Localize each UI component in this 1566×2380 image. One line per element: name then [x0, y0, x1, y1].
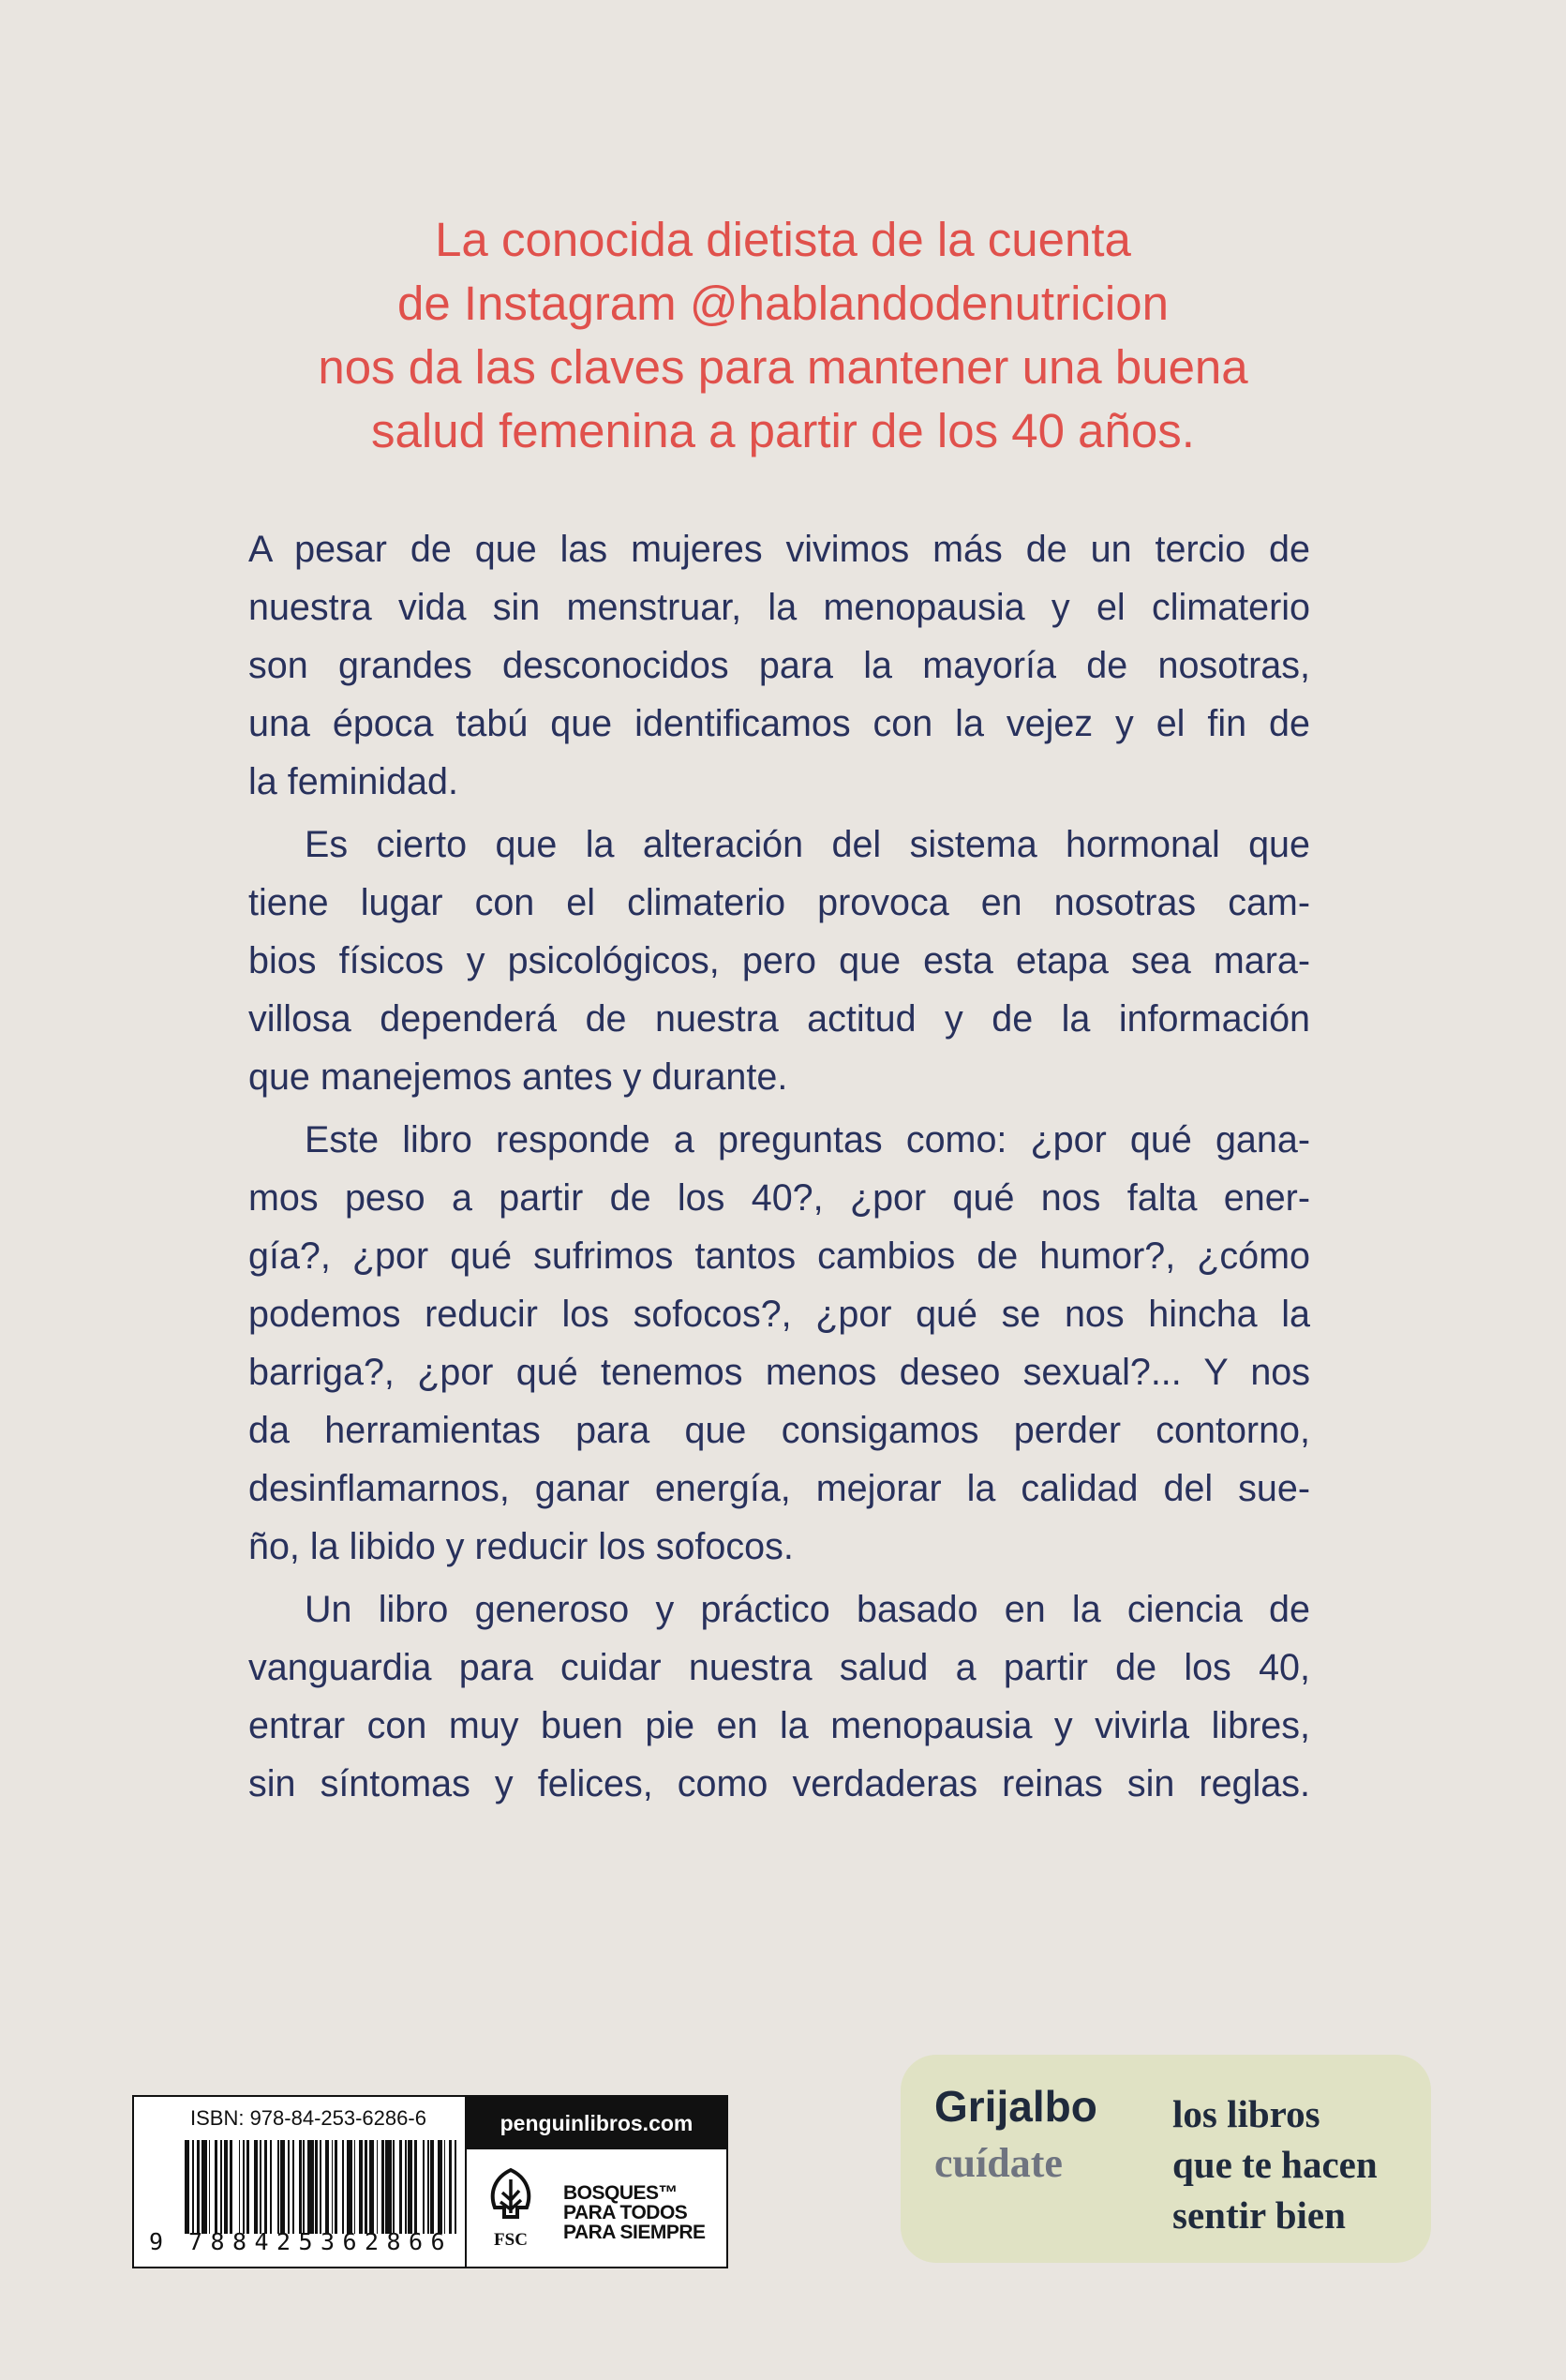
text-line: Es cierto que la alteración del sistema hormonal que — [305, 824, 1310, 865]
barcode-digit: 7 — [188, 2228, 203, 2255]
barcode-bar — [246, 2140, 249, 2234]
publisher-name: Grijalbo — [934, 2082, 1097, 2131]
text-line: villosa dependerá de nuestra actitud y de la información — [248, 998, 1310, 1040]
barcode-bar — [449, 2140, 452, 2234]
barcode-digit: 2 — [365, 2228, 380, 2255]
synopsis — [248, 520, 1310, 1818]
barcode-bar — [209, 2140, 211, 2234]
slogan-line: que te hacen — [1172, 2143, 1378, 2186]
text-line: gía?, ¿por qué sufrimos tantos cambios de humor?, ¿cómo — [248, 1235, 1310, 1277]
text-line: mos peso a partir de los 40?, ¿por qué nos falta ener- — [248, 1177, 1310, 1219]
fsc-tree-icon — [484, 2166, 538, 2251]
text-line: nuestra vida sin menstruar, la menopausia y el climaterio — [248, 587, 1310, 628]
barcode-bar — [393, 2140, 395, 2234]
slogan-line: sentir bien — [1172, 2193, 1346, 2237]
barcode-bar — [369, 2140, 374, 2234]
barcode-bar — [270, 2140, 272, 2234]
text-line: A pesar de que las mujeres vivimos más de un tercio de — [248, 529, 1310, 570]
barcode-bar — [243, 2140, 245, 2234]
tagline-line: nos da las claves para mantener una buena — [318, 340, 1248, 394]
barcode-bar — [230, 2140, 232, 2234]
barcode-bar — [239, 2140, 241, 2234]
barcode-digit: 8 — [232, 2228, 247, 2255]
barcode-bar — [320, 2140, 321, 2234]
text-line: Un libro generoso y práctico basado en la ciencia de — [305, 1589, 1310, 1630]
paragraph-3 — [248, 1111, 1310, 1576]
fsc-text — [563, 2183, 706, 2242]
slogan-line: los libros — [1172, 2092, 1320, 2135]
text-line: barriga?, ¿por qué tenemos menos deseo sexual?... Y nos — [248, 1352, 1310, 1393]
barcode-bar — [332, 2140, 334, 2234]
barcode-bar — [185, 2140, 189, 2234]
barcode-digit: 6 — [409, 2228, 424, 2255]
barcode-bar — [325, 2140, 328, 2234]
barcode-bar — [197, 2140, 200, 2234]
barcode-bar — [377, 2140, 379, 2234]
barcode-bar — [260, 2140, 261, 2234]
barcode-bar — [423, 2140, 425, 2234]
text-line: son grandes desconocidos para la mayoría de nosotras, — [248, 645, 1310, 686]
barcode-bar — [335, 2140, 337, 2234]
barcode-bar — [307, 2140, 313, 2234]
barcode-bar — [303, 2140, 305, 2234]
barcode-bar — [365, 2140, 367, 2234]
tagline-line: La conocida dietista de la cuenta — [435, 213, 1131, 266]
barcode-bar — [254, 2140, 259, 2234]
barcode-digits — [134, 2228, 465, 2266]
text-line: entrar con muy buen pie en la menopausia y vivirla libres, — [248, 1705, 1310, 1746]
barcode-bar — [280, 2140, 285, 2234]
fsc-text-line: PARA TODOS — [563, 2202, 688, 2223]
barcode-bar — [220, 2140, 222, 2234]
paragraph-2 — [248, 816, 1310, 1106]
barcode-bar — [381, 2140, 384, 2234]
barcode-bar — [299, 2140, 302, 2234]
barcode-bar — [264, 2140, 267, 2234]
text-line: Este libro responde a preguntas como: ¿por qué gana- — [305, 1119, 1310, 1160]
barcode-bar — [215, 2140, 217, 2234]
text-line: tiene lugar con el climaterio provoca en nosotras cam- — [248, 882, 1310, 923]
text-line: podemos reducir los sofocos?, ¿por qué se nos hincha la — [248, 1294, 1310, 1335]
barcode-bar — [385, 2140, 391, 2234]
barcode-bar — [342, 2140, 344, 2234]
barcode-bar — [430, 2140, 433, 2234]
text-line: que manejemos antes y durante. — [248, 1056, 788, 1098]
barcode-bar — [277, 2140, 279, 2234]
text-line: vanguardia para cuidar nuestra salud a partir de los 40, — [248, 1647, 1310, 1688]
barcode-bar — [427, 2140, 429, 2234]
text-line: da herramientas para que consigamos perder contorno, — [248, 1410, 1310, 1451]
paragraph-4 — [248, 1580, 1310, 1813]
barcode-bar — [347, 2140, 352, 2234]
barcode-bar — [408, 2140, 412, 2234]
fsc-text-line: BOSQUES™ — [563, 2182, 679, 2204]
barcode-digit: 6 — [430, 2228, 445, 2255]
barcode-bar — [455, 2140, 456, 2234]
barcode-bar — [354, 2140, 356, 2234]
barcode-digit: 9 — [149, 2228, 164, 2255]
tagline-line: salud femenina a partir de los 40 años. — [371, 404, 1195, 457]
fsc-panel — [467, 2097, 726, 2267]
publisher-slogan — [1172, 2088, 1378, 2240]
barcode-bar — [224, 2140, 229, 2234]
text-line: desinflamarnos, ganar energía, mejorar la calidad del sue- — [248, 1468, 1310, 1509]
barcode-bar — [201, 2140, 207, 2234]
publisher-collection: cuídate — [934, 2140, 1063, 2186]
barcode-bar — [288, 2140, 290, 2234]
fsc-label: FSC — [494, 2230, 528, 2250]
barcode-digit: 3 — [321, 2228, 336, 2255]
barcode-digit: 8 — [386, 2228, 401, 2255]
barcode-bar — [438, 2140, 442, 2234]
text-line: ño, la libido y reducir los sofocos. — [248, 1526, 794, 1567]
tagline — [187, 208, 1379, 463]
barcode-box — [132, 2095, 728, 2268]
paragraph-1 — [248, 520, 1310, 811]
website-label: penguinlibros.com — [467, 2097, 726, 2149]
tagline-line: de Instagram @hablandodenutricion — [397, 277, 1169, 330]
text-line: sin síntomas y felices, como verdaderas reinas sin reglas. — [248, 1763, 1310, 1804]
barcode-bar — [292, 2140, 294, 2234]
isbn-label: ISBN: 978-84-253-6286-6 — [190, 2106, 426, 2130]
text-line: bios físicos y psicológicos, pero que esta etapa sea mara- — [248, 940, 1310, 981]
publisher-box — [901, 2055, 1431, 2263]
barcode-digit: 5 — [298, 2228, 313, 2255]
text-line: la feminidad. — [248, 761, 458, 802]
barcode-digit: 8 — [210, 2228, 225, 2255]
barcode-bar — [405, 2140, 407, 2234]
barcode-bar — [359, 2140, 364, 2234]
isbn-barcode — [134, 2097, 467, 2267]
barcode-bars — [185, 2140, 456, 2234]
barcode-bar — [414, 2140, 417, 2234]
barcode-digit: 6 — [342, 2228, 357, 2255]
barcode-bar — [315, 2140, 318, 2234]
barcode-digit: 2 — [276, 2228, 291, 2255]
barcode-bar — [192, 2140, 194, 2234]
barcode-bar — [399, 2140, 402, 2234]
barcode-bar — [444, 2140, 446, 2234]
text-line: una época tabú que identificamos con la vejez y el fin de — [248, 703, 1310, 744]
barcode-digit: 4 — [254, 2228, 269, 2255]
fsc-text-line: PARA SIEMPRE — [563, 2222, 706, 2243]
